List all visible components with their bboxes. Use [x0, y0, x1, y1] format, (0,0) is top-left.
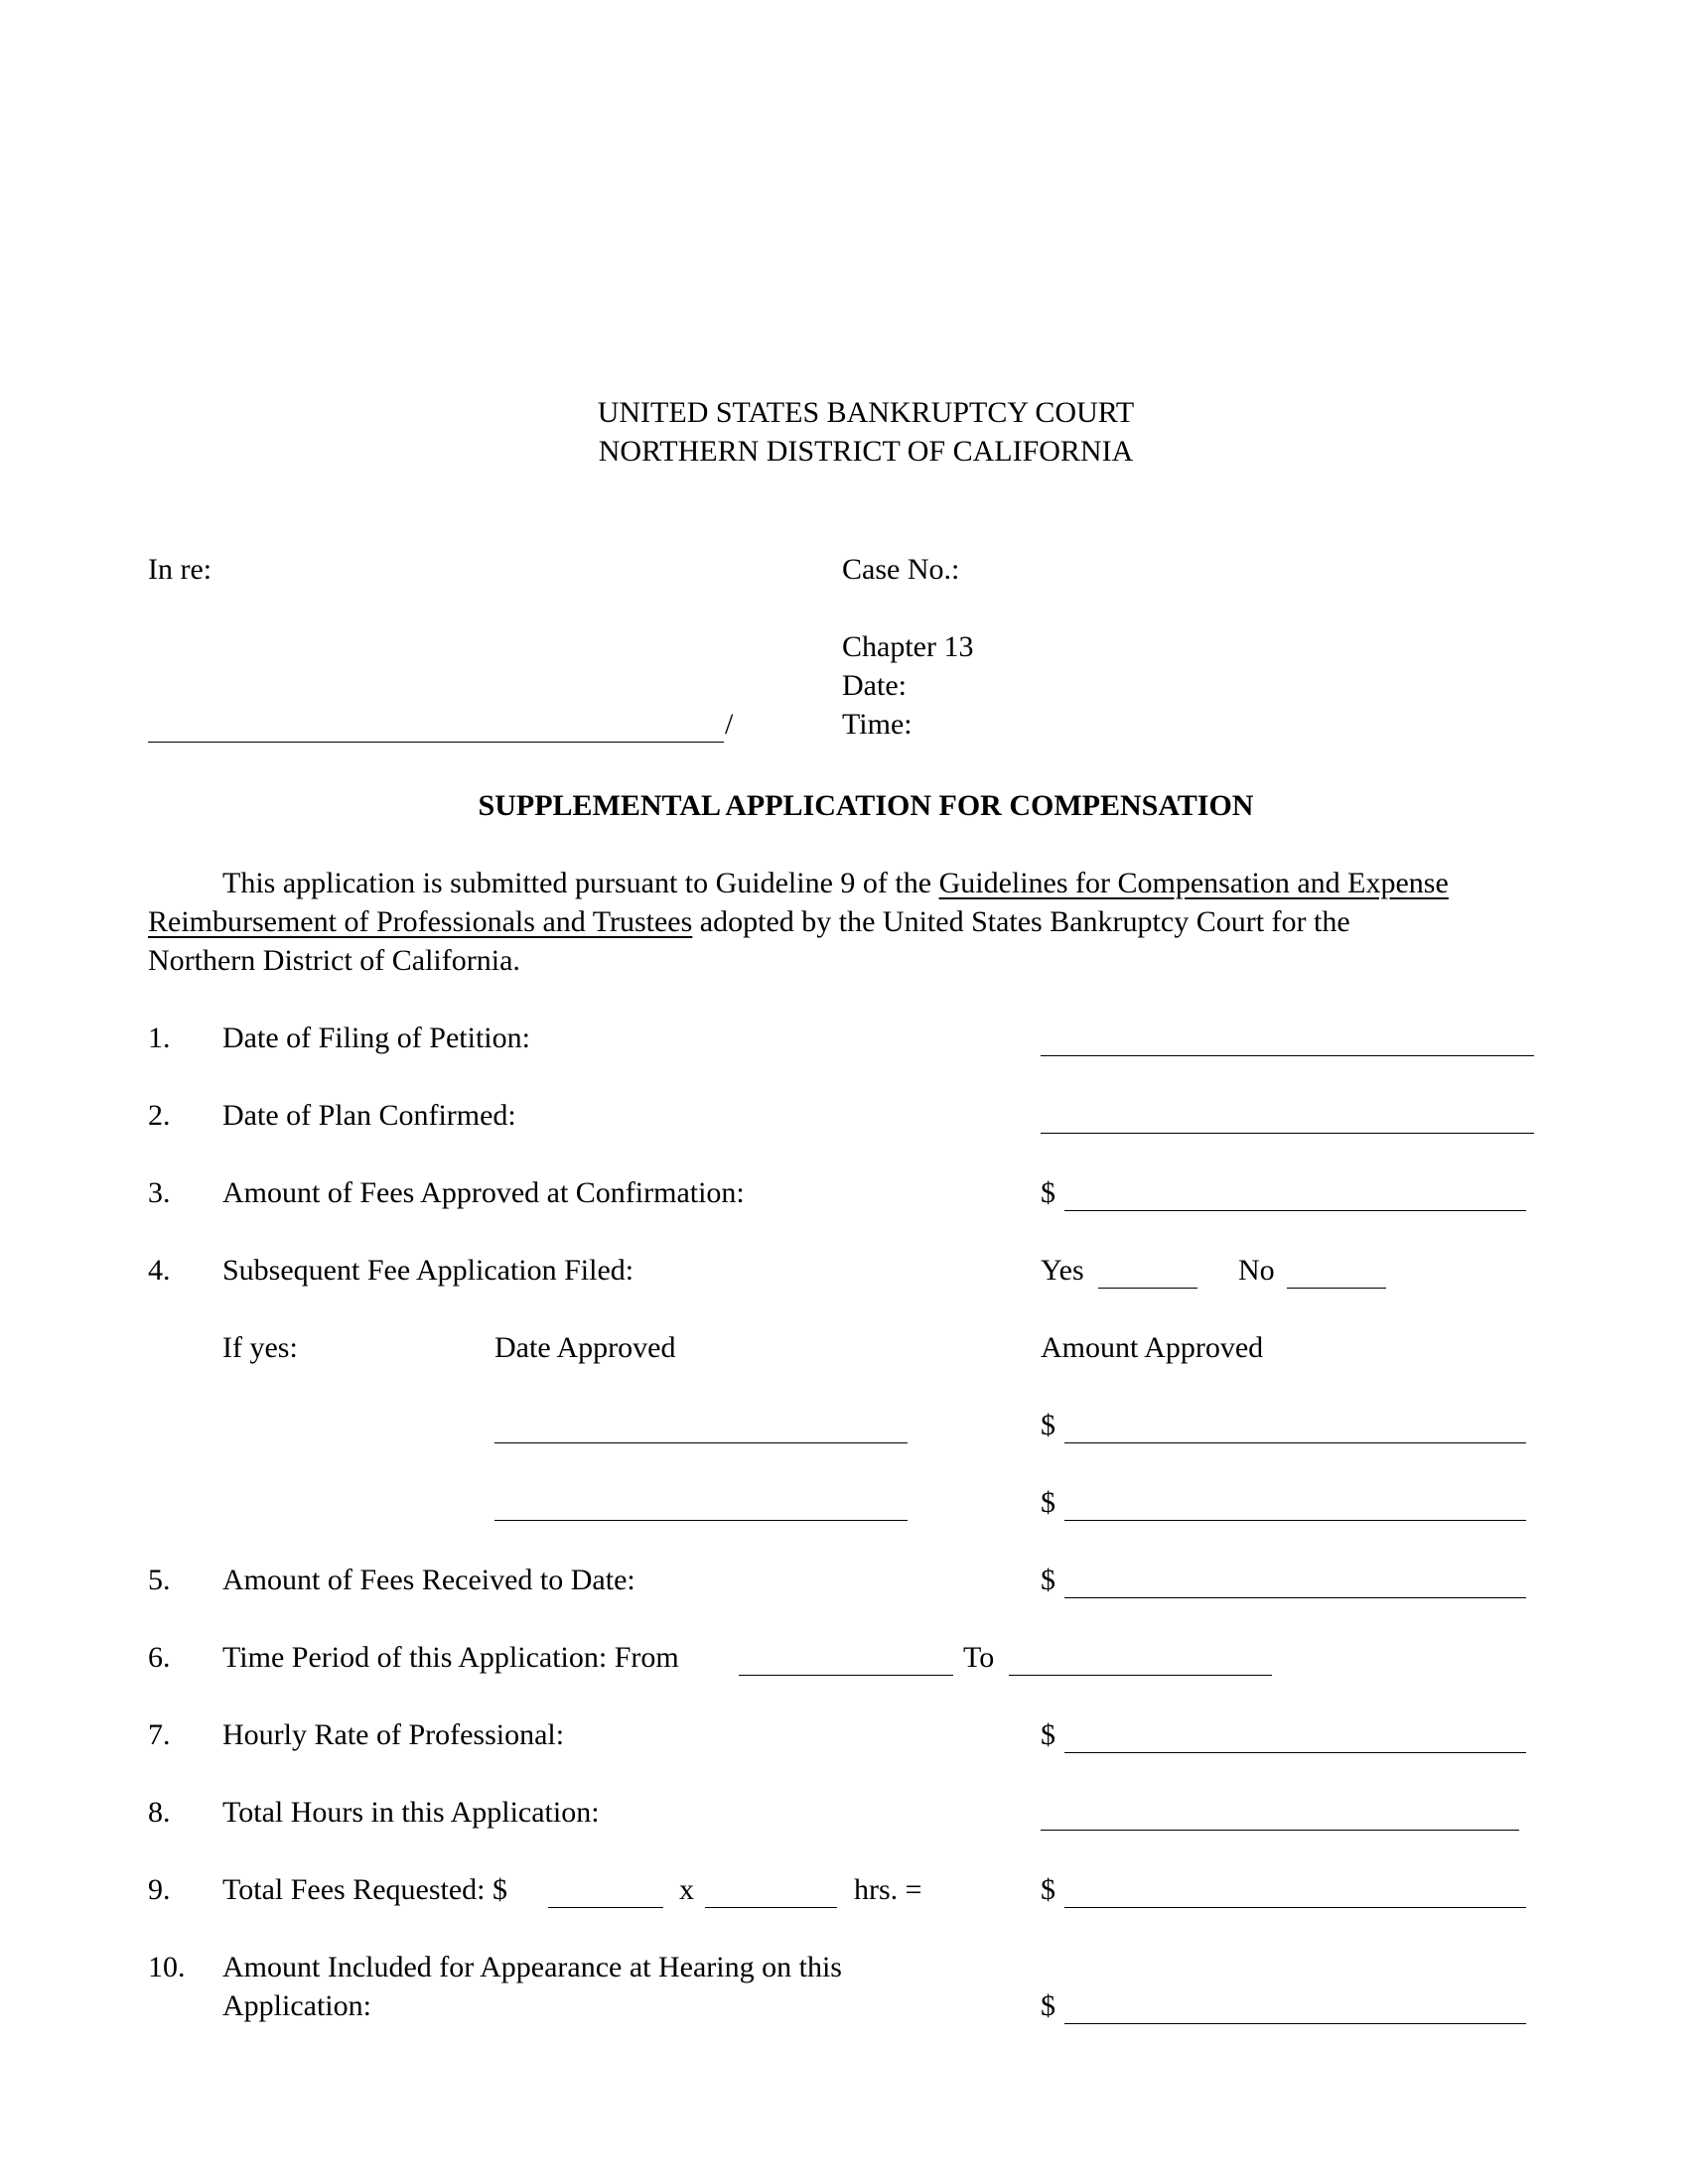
dollar-sign: $: [1041, 1989, 1055, 2022]
item-number: 4.: [148, 1254, 171, 1287]
period-from-line[interactable]: [739, 1675, 953, 1676]
item-label: Subsequent Fee Application Filed:: [222, 1254, 634, 1287]
yes-checkbox-line[interactable]: [1098, 1288, 1197, 1289]
debtor-name-line[interactable]: [148, 742, 724, 743]
intro-line-1: [222, 866, 1449, 901]
item-label: Total Hours in this Application:: [222, 1796, 600, 1829]
dollar-sign: $: [1041, 1176, 1055, 1209]
document-title: SUPPLEMENTAL APPLICATION FOR COMPENSATION: [478, 789, 1254, 822]
fees-received-line[interactable]: [1064, 1597, 1526, 1598]
dollar-sign: $: [1041, 1564, 1055, 1596]
intro-line-3: Northern District of California.: [148, 944, 520, 977]
item-label: Amount Included for Appearance at Hearing on this: [222, 1951, 842, 1983]
total-hours-line[interactable]: [1041, 1830, 1519, 1831]
date-approved-line-1[interactable]: [494, 1442, 908, 1443]
item-label: Date of Filing of Petition:: [222, 1022, 530, 1054]
to-label: To: [963, 1641, 995, 1674]
times-label: x: [679, 1873, 694, 1906]
in-re-label: In re:: [148, 553, 212, 586]
rate-input-line[interactable]: [548, 1907, 663, 1908]
period-to-line[interactable]: [1009, 1675, 1272, 1676]
total-fees-line[interactable]: [1064, 1907, 1526, 1908]
if-yes-label: If yes:: [222, 1331, 298, 1364]
plan-confirmed-date-line[interactable]: [1041, 1133, 1534, 1134]
item-number: 6.: [148, 1641, 171, 1674]
no-label: No: [1238, 1254, 1275, 1287]
case-number-label: Case No.:: [842, 553, 960, 586]
no-checkbox-line[interactable]: [1287, 1288, 1386, 1289]
dollar-sign: $: [1041, 1486, 1055, 1519]
guidelines-title: Guidelines for Compensation and Expense: [938, 867, 1449, 899]
district-name: NORTHERN DISTRICT OF CALIFORNIA: [598, 435, 1134, 468]
dollar-sign: $: [1041, 1873, 1055, 1906]
court-name: UNITED STATES BANKRUPTCY COURT: [597, 396, 1135, 429]
item-number: 8.: [148, 1796, 171, 1829]
item-label-cont: Application:: [222, 1989, 371, 2022]
item-label: Date of Plan Confirmed:: [222, 1099, 516, 1132]
hrs-equals-label: hrs. =: [854, 1873, 922, 1906]
item-label: Amount of Fees Received to Date:: [222, 1564, 635, 1596]
item-number: 3.: [148, 1176, 171, 1209]
intro-text: This application is submitted pursuant to Guideline 9 of the: [222, 867, 939, 899]
guidelines-title-cont: Reimbursement of Professionals and Trustees: [148, 905, 693, 938]
amount-approved-line-2[interactable]: [1064, 1520, 1526, 1521]
yes-label: Yes: [1041, 1254, 1084, 1287]
amount-approved-header: Amount Approved: [1041, 1331, 1264, 1364]
item-label: Total Fees Requested: $: [222, 1873, 508, 1906]
amount-approved-line-1[interactable]: [1064, 1442, 1526, 1443]
intro-text-cont: adopted by the United States Bankruptcy Court for the: [692, 905, 1350, 938]
item-number: 5.: [148, 1564, 171, 1596]
date-approved-line-2[interactable]: [494, 1520, 908, 1521]
item-number: 2.: [148, 1099, 171, 1132]
dollar-sign: $: [1041, 1409, 1055, 1441]
item-label: Hourly Rate of Professional:: [222, 1718, 565, 1751]
fees-approved-confirmation-line[interactable]: [1064, 1210, 1526, 1211]
item-label: Time Period of this Application: From: [222, 1641, 679, 1674]
date-approved-header: Date Approved: [494, 1331, 676, 1364]
time-label: Time:: [842, 708, 913, 741]
hourly-rate-line[interactable]: [1064, 1752, 1526, 1753]
intro-line-2: [148, 904, 1350, 940]
chapter-label: Chapter 13: [842, 630, 974, 663]
hearing-appearance-amount-line[interactable]: [1064, 2023, 1526, 2024]
item-number: 7.: [148, 1718, 171, 1751]
item-number: 9.: [148, 1873, 171, 1906]
date-label: Date:: [842, 669, 907, 702]
filing-date-line[interactable]: [1041, 1055, 1534, 1056]
item-number: 1.: [148, 1022, 171, 1054]
item-number: 10.: [148, 1951, 186, 1983]
dollar-sign: $: [1041, 1718, 1055, 1751]
hours-input-line[interactable]: [705, 1907, 837, 1908]
item-label: Amount of Fees Approved at Confirmation:: [222, 1176, 745, 1209]
caption-slash: /: [725, 708, 734, 741]
